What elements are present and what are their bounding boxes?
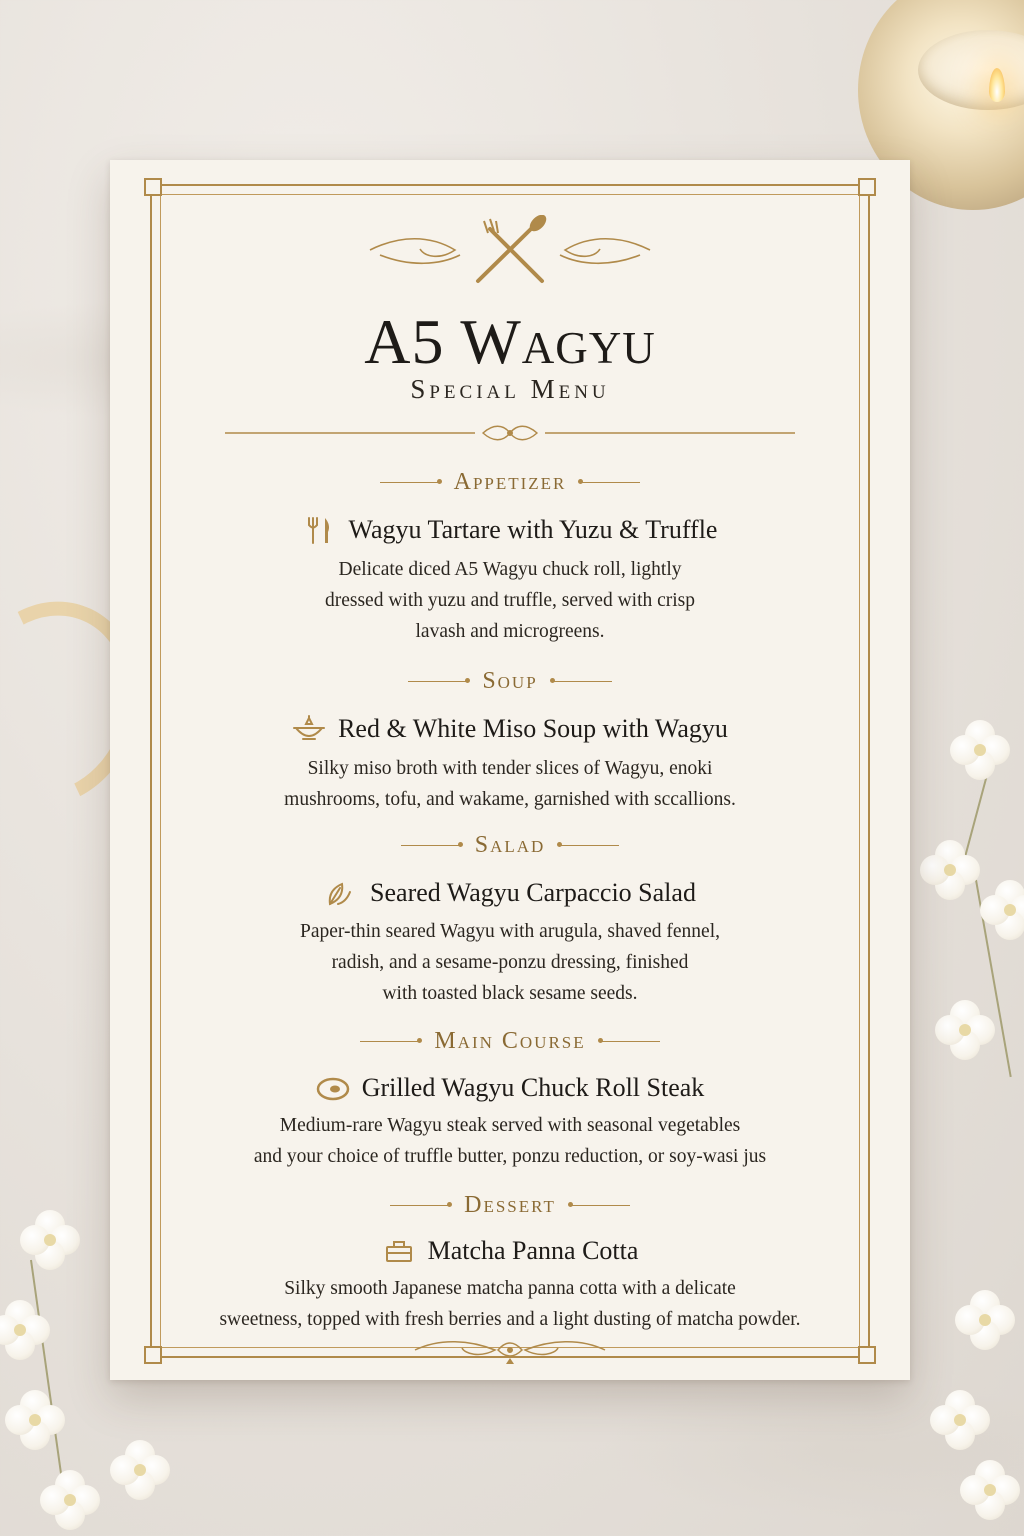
section-heading-salad [110,830,910,860]
section-heading-dessert [110,1190,910,1220]
flower [5,1390,65,1450]
flower [930,1390,990,1450]
section-label: Soup [482,667,538,694]
description-line: Silky smooth Japanese matcha panna cotta with a delicate [284,1278,736,1299]
dish-description-salad [220,916,800,1009]
soup-bowl-icon [292,714,326,744]
crossed-cutlery-crest-icon [360,215,660,285]
section-label: Appetizer [453,468,567,495]
dish-title-main-course [110,1070,910,1106]
section-label: Dessert [464,1191,556,1218]
description-line: radish, and a sesame-ponzu dressing, finished [331,952,689,973]
dish-name: Grilled Wagyu Chuck Roll Steak [361,1073,705,1102]
description-line: Silky miso broth with tender slices of Wagyu, enoki [307,758,713,779]
flower [980,880,1024,940]
description-line: and your choice of truffle butter, ponzu reduction, or soy-wasi jus [253,1146,767,1167]
description-line: with toasted black sesame seeds. [382,983,638,1004]
flower [960,1460,1020,1520]
dish-description-soup [200,753,820,815]
flower [110,1440,170,1500]
section-label: Main Course [434,1027,586,1054]
section-heading-main-course [110,1026,910,1056]
dish-name: Matcha Panna Cotta [427,1236,639,1265]
flower [935,1000,995,1060]
dessert-box-icon [382,1236,416,1266]
dish-title-appetizer [110,512,910,548]
menu-card [110,160,910,1380]
dish-description-main-course [180,1110,840,1172]
dish-title-salad [110,875,910,911]
menu-subtitle: Special Menu [410,374,610,404]
description-line: dressed with yuzu and truffle, served with crisp [324,590,696,611]
section-heading-soup [110,666,910,696]
description-line: sweetness, topped with fresh berries and a light dusting of matcha powder. [219,1309,801,1330]
steak-icon [316,1073,350,1103]
dish-description-dessert [170,1273,850,1335]
description-line: Medium-rare Wagyu steak served with seasonal vegetables [279,1115,741,1136]
dish-description-appetizer [220,554,800,647]
dish-title-soup [110,711,910,747]
flower [920,840,980,900]
dish-name: Seared Wagyu Carpaccio Salad [370,878,696,907]
bottom-flourish [410,1332,610,1366]
title-divider [225,422,795,444]
flower [40,1470,100,1530]
description-line: mushrooms, tofu, and wakame, garnished with sccallions. [284,789,736,810]
description-line: Delicate diced A5 Wagyu chuck roll, lightly [338,559,682,580]
section-label: Salad [474,831,546,858]
flower [20,1210,80,1270]
description-line: Paper-thin seared Wagyu with arugula, shaved fennel, [299,921,721,942]
section-heading-appetizer [110,467,910,497]
fork-knife-icon [303,515,337,545]
dish-title-dessert [110,1233,910,1269]
leaf-icon [324,878,358,908]
description-line: lavash and microgreens. [415,621,605,642]
dish-name: Wagyu Tartare with Yuzu & Truffle [348,515,718,544]
menu-title: A5 Wagyu [364,306,656,377]
flower [950,720,1010,780]
flower [0,1300,50,1360]
flower [955,1290,1015,1350]
dish-name: Red & White Miso Soup with Wagyu [338,714,728,743]
